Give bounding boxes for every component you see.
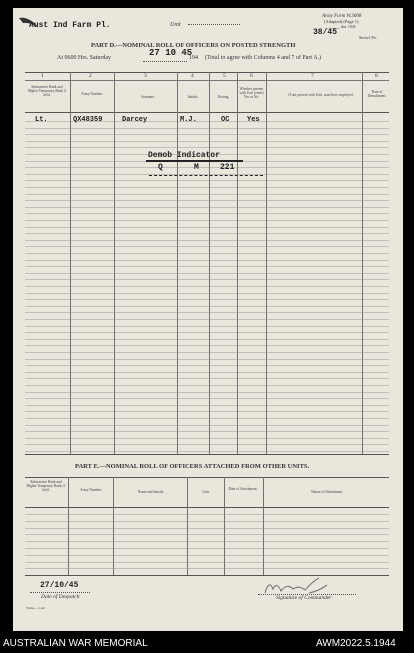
ruled-line (25, 372, 389, 373)
document-page (13, 8, 403, 631)
ruled-line (25, 187, 389, 188)
ruled-line (25, 332, 389, 333)
column-header-present: Whether present with Unit (enter) Yes or No. (239, 87, 264, 100)
demob-q: Q (158, 163, 163, 172)
column-number-5: 5 (223, 73, 226, 79)
ruled-line (25, 286, 389, 287)
demob-indicator-label: Demob Indicator (148, 151, 221, 160)
ruled-line (25, 521, 389, 522)
ruled-line (25, 385, 389, 386)
signature-label: Signature of Commander (276, 595, 332, 601)
ruled-line (25, 411, 389, 412)
column-number-3: 3 (144, 73, 147, 79)
ruled-line (25, 528, 389, 529)
ruled-line (25, 345, 389, 346)
ruled-line (25, 548, 389, 549)
ruled-line (25, 398, 389, 399)
ruled-line (25, 319, 389, 320)
column-divider (266, 72, 267, 454)
part-e-divider (263, 477, 264, 575)
despatch-label: Date of Despatch (41, 594, 80, 600)
form-reference-3: _______ dat. 1941 (326, 24, 356, 29)
ruled-line (25, 359, 389, 360)
part-e-top-rule (25, 454, 389, 455)
ruled-line (25, 392, 389, 393)
column-header-army-number: Army Number. (81, 92, 103, 96)
year-print: 194 (189, 55, 198, 61)
archive-accession-number: AWM2022.5.1944 (316, 638, 396, 649)
part-e-header-date: Date of Attachment. (228, 487, 258, 491)
row-initials: M.J. (180, 116, 197, 124)
ruled-line (25, 194, 389, 195)
ruled-line (25, 207, 389, 208)
ruled-line (25, 418, 389, 419)
ruled-line (25, 339, 389, 340)
form-reference-2: (Adapted) (Page 1) (324, 19, 359, 24)
table-top-rule (25, 72, 389, 73)
demob-number: 221 (220, 163, 235, 172)
printer-mark: Trans.—1-42 (26, 606, 45, 610)
ruled-line (25, 405, 389, 406)
column-number-2: 2 (89, 73, 92, 79)
form-reference-1: Army Form W.3008 (322, 14, 362, 19)
header-bottom-rule (25, 112, 389, 113)
ruled-line (25, 147, 389, 148)
ruled-line (25, 438, 389, 439)
part-e-header-bottom-rule (25, 507, 389, 508)
ruled-line (25, 260, 389, 261)
demob-dashed-line (149, 175, 263, 176)
part-e-divider (68, 477, 69, 575)
column-number-6: 6 (250, 73, 253, 79)
ruled-line (25, 352, 389, 353)
ruled-line (25, 312, 389, 313)
part-e-divider (113, 477, 114, 575)
column-divider (114, 72, 115, 454)
column-divider (177, 72, 178, 454)
ruled-line (25, 431, 389, 432)
ruled-line (25, 568, 389, 569)
part-e-header-army-number: Army Number. (80, 488, 102, 492)
ruled-line (25, 233, 389, 234)
ruled-line (25, 293, 389, 294)
ruled-line (25, 273, 389, 274)
part-e-header-name: Name and Initials. (137, 490, 165, 494)
ruled-line (25, 378, 389, 379)
ruled-line (25, 365, 389, 366)
column-header-rank: Substantive Rank and Higher Temporary Rank if held. (27, 85, 67, 98)
ruled-line (25, 306, 389, 307)
column-divider (237, 72, 238, 454)
column-header-posting: Posting. (217, 95, 230, 99)
ruled-line (25, 451, 389, 452)
row-present: Yes (247, 116, 260, 124)
ruled-line (25, 253, 389, 254)
column-number-rule (25, 80, 389, 81)
part-e-header-nature: Nature of Attachment. (310, 490, 344, 494)
column-header-employed: If not present with Unit, state how employed. (288, 93, 354, 97)
ruled-line (25, 534, 389, 535)
ruled-line (25, 425, 389, 426)
ruled-line (25, 220, 389, 221)
part-e-title: PART E.—NOMINAL ROLL OF OFFICERS ATTACHED FROM OTHER UNITS. (75, 463, 310, 470)
ruled-line (25, 541, 389, 542)
part-e-header-top-rule (25, 477, 389, 478)
total-note: (Total to agree with Columns 4 and 7 of Part A.) (205, 55, 322, 61)
column-header-surname: Surname. (141, 95, 155, 99)
unit-label: Unit (170, 22, 181, 28)
ruled-line (25, 200, 389, 201)
at-hours-label: At 0600 Hrs. Saturday (57, 55, 111, 61)
unit-dotted-line (188, 24, 240, 25)
ruled-line (25, 180, 389, 181)
column-divider (70, 72, 71, 454)
ruled-line (25, 562, 389, 563)
ruled-line (25, 227, 389, 228)
column-divider (362, 72, 363, 454)
demob-underline (146, 160, 243, 162)
ruled-line (25, 246, 389, 247)
part-d-title: PART D.—NOMINAL ROLL OF OFFICERS ON POSTED STRENGTH (91, 42, 296, 49)
row-rank: Lt. (35, 116, 48, 124)
part-e-divider (187, 477, 188, 575)
ruled-line (25, 213, 389, 214)
column-number-8: 8 (375, 73, 378, 79)
part-e-header-unit: Unit. (202, 490, 210, 494)
ruled-line (25, 444, 389, 445)
despatch-dotted-line (30, 592, 90, 593)
column-header-initials: Initials. (187, 95, 199, 99)
row-surname: Darcey (122, 116, 148, 124)
ruled-line (25, 326, 389, 327)
column-divider (209, 72, 210, 454)
part-e-divider (224, 477, 225, 575)
column-number-7: 7 (311, 73, 314, 79)
ruled-line (25, 141, 389, 142)
roll-date: 27 10 45 (149, 48, 193, 58)
row-posting: OC (221, 116, 230, 124)
despatch-date: 27/10/45 (40, 581, 79, 590)
ruled-line (25, 555, 389, 556)
archive-bar (0, 636, 414, 653)
part-e-header-rank: Substantive Rank and Higher Temporary Rank, if held. (26, 480, 66, 493)
ruled-line (25, 134, 389, 135)
ruled-line (25, 279, 389, 280)
column-header-detachment: Date of Detachment. (367, 90, 387, 99)
ruled-line (25, 266, 389, 267)
column-number-1: 1 (41, 73, 44, 79)
ruled-line (25, 128, 389, 129)
ruled-line (25, 514, 389, 515)
row-army-number: QX48359 (73, 116, 103, 124)
ruled-line (25, 299, 389, 300)
date-dotted-line (143, 61, 187, 62)
unit-name: Aust Ind Farm Pl. (29, 21, 111, 30)
ruled-line (25, 167, 389, 168)
demob-m: M (194, 163, 199, 172)
column-number-4: 4 (191, 73, 194, 79)
archive-institution: AUSTRALIAN WAR MEMORIAL (3, 638, 148, 649)
serial-label: Serial No. (359, 35, 378, 40)
sheet-number: 38/45 (313, 28, 338, 37)
ruled-line (25, 240, 389, 241)
